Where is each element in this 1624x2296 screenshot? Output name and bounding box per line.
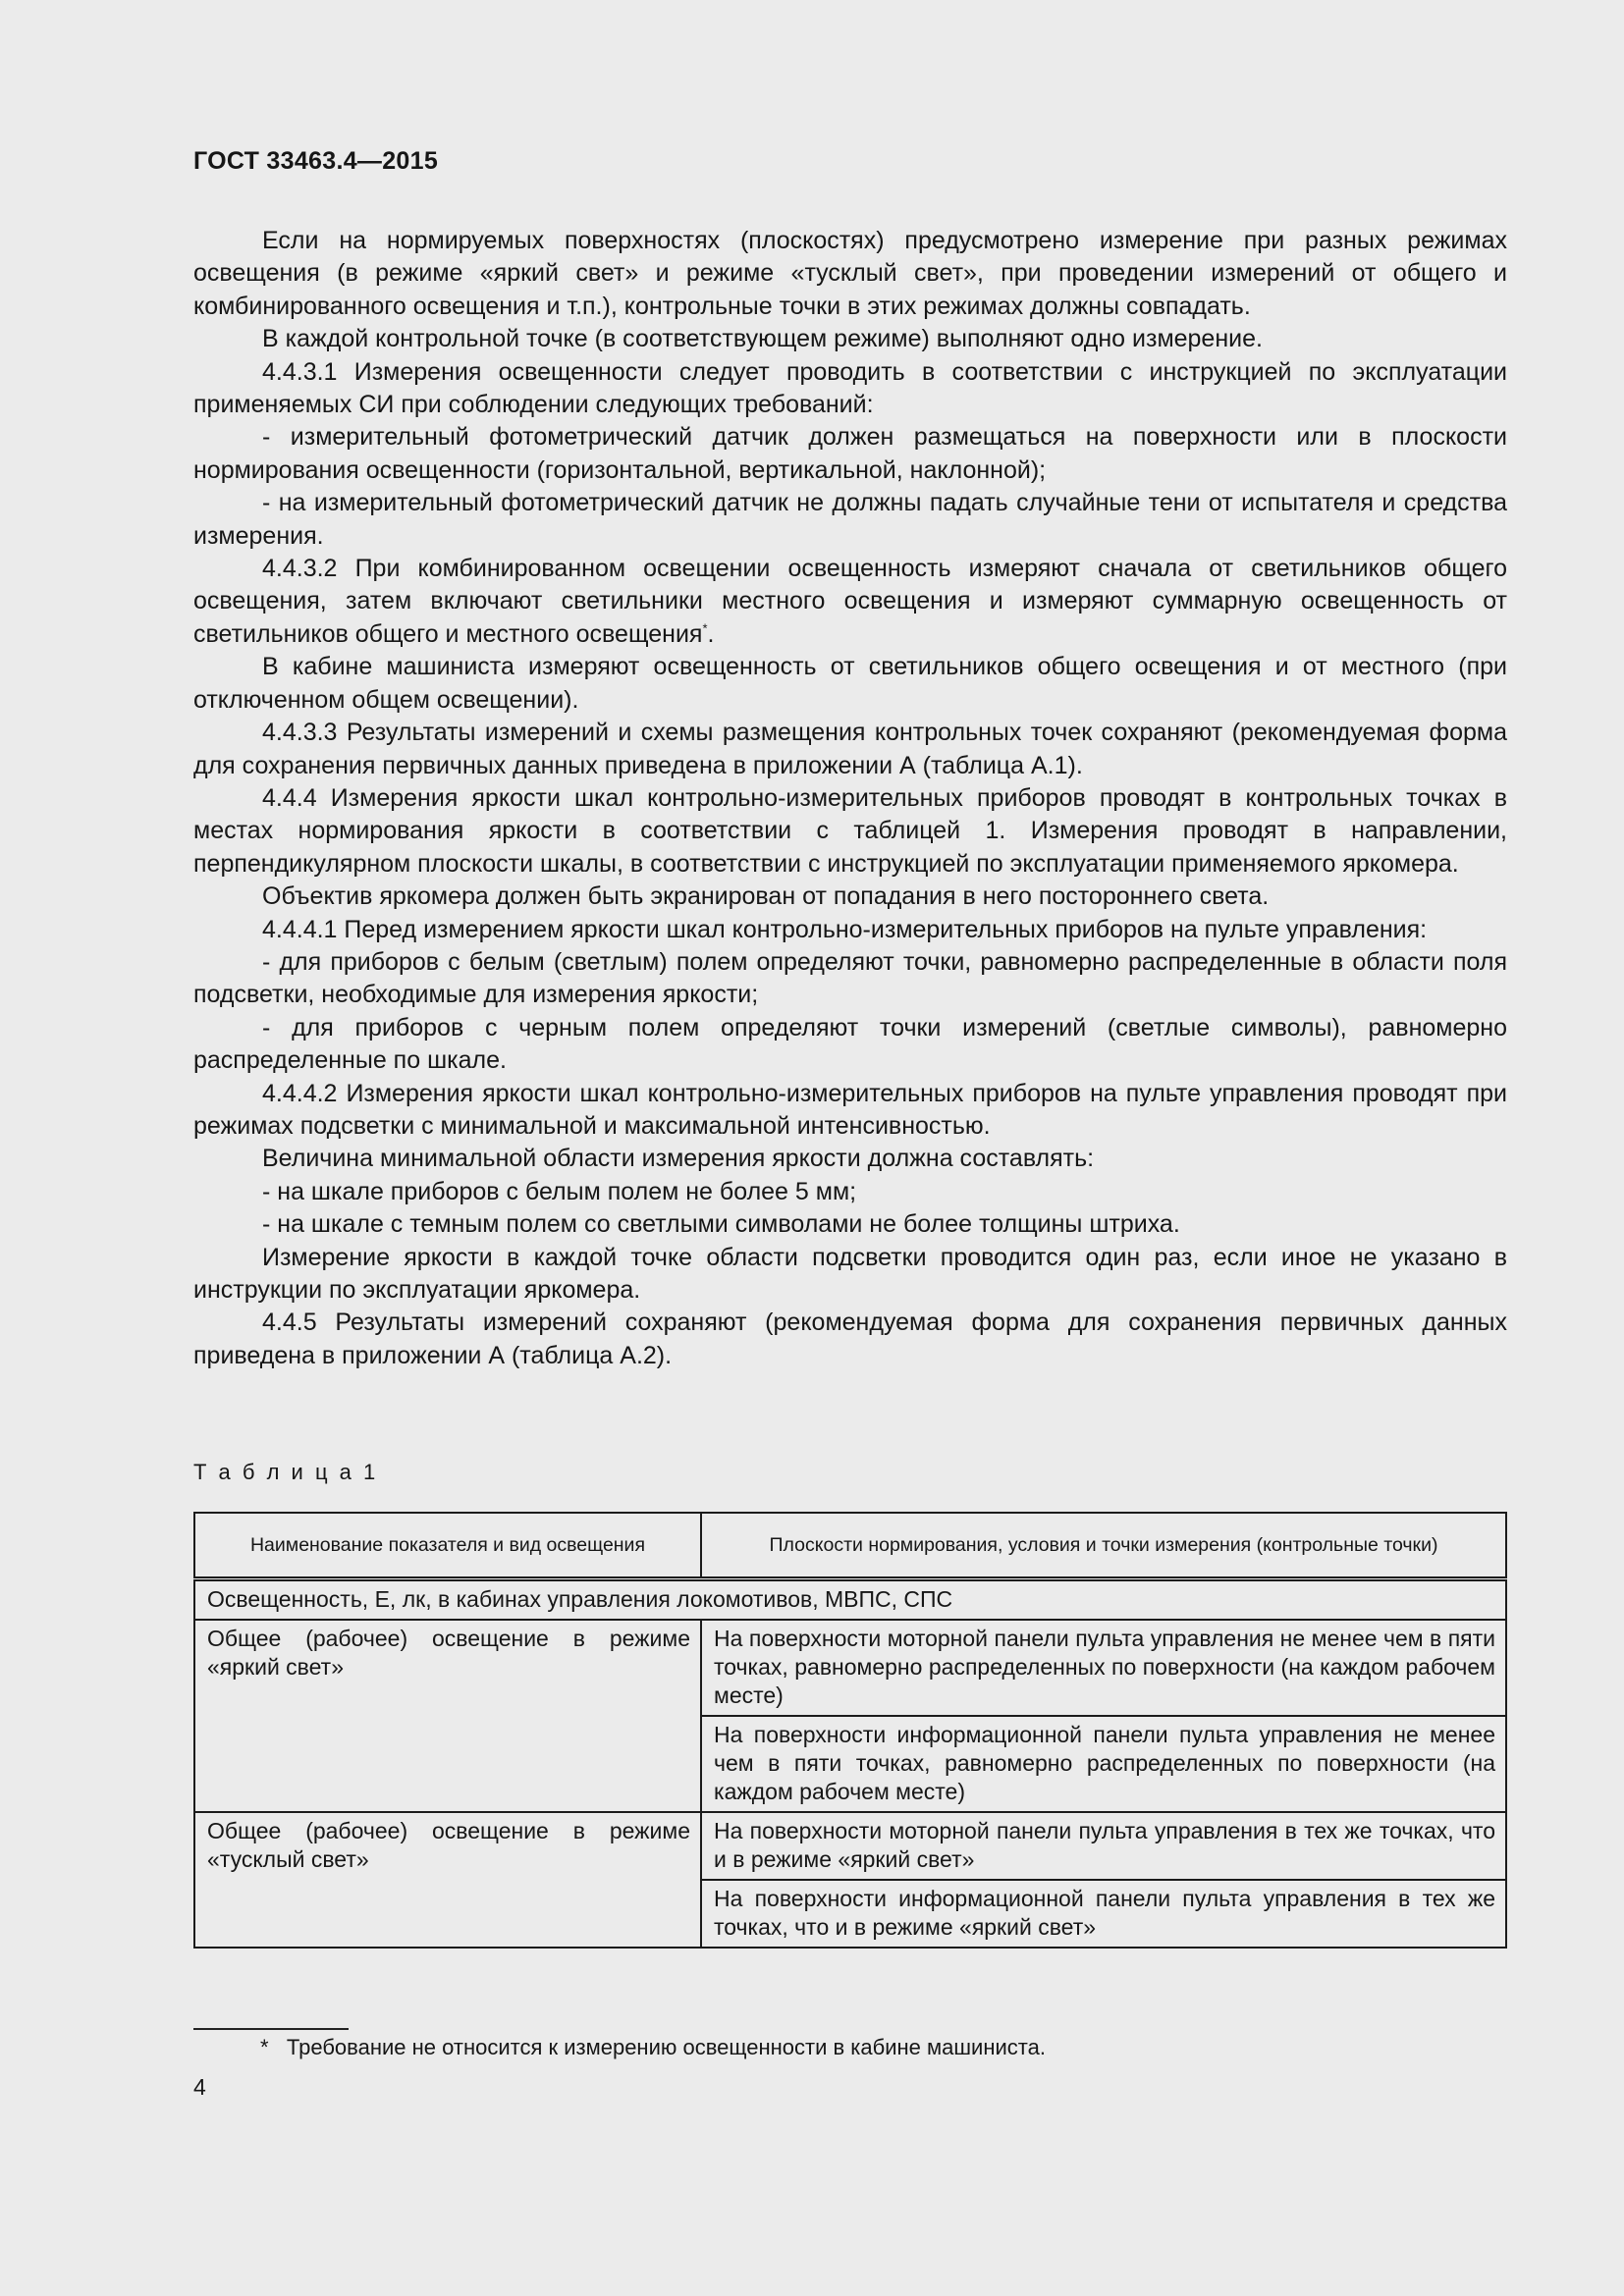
- paragraph: 4.4.3.1 Измерения освещенности следует проводить в соответствии с инструкцией по эксплуатации применяемых СИ при соблюдении следующих требований:: [193, 357, 1507, 419]
- table-header-cell: Наименование показателя и вид освещения: [194, 1513, 701, 1579]
- table-section-row: [194, 1579, 1506, 1621]
- paragraph: Объектив яркомера должен быть экранирован от попадания в него постороннего света.: [262, 882, 1270, 911]
- body-text: [193, 225, 1507, 1372]
- paragraph: - измерительный фотометрический датчик должен размещаться на поверхности или в плоскости нормирования освещенности (горизонтальной, вертикальной, наклонной);: [193, 423, 1507, 484]
- paragraph-text: 4.4.3.2 При комбинированном освещении освещенность измеряют сначала от светильников общего освещения, затем включают светильники местного освещения и измеряют суммарную освещенность от светильников общего и местного освещения: [193, 555, 1507, 648]
- paragraph: [193, 553, 1507, 651]
- paragraph-end: .: [707, 619, 715, 648]
- paragraph: - на шкале с темным полем со светлыми символами не более толщины штриха.: [262, 1210, 1180, 1239]
- paragraph: - на измерительный фотометрический датчик не должны падать случайные тени от испытателя и средства измерения.: [193, 489, 1507, 550]
- table-header-row: [194, 1513, 1506, 1579]
- paragraph: - для приборов с белым (светлым) полем определяют точки, равномерно распределенные в области поля подсветки, необходимые для измерения яркости;: [193, 947, 1507, 1009]
- paragraph: 4.4.3.3 Результаты измерений и схемы размещения контрольных точек сохраняют (рекомендуемая форма для сохранения первичных данных приведена в приложении А (таблица А.1).: [193, 719, 1507, 779]
- paragraph: Величина минимальной области измерения яркости должна составлять:: [262, 1145, 1095, 1173]
- paragraph: Если на нормируемых поверхностях (плоскостях) предусмотрено измерение при разных режимах освещения (в режиме «яркий свет» и режиме «тусклый свет», при проведении измерений от общего и комбинированного освещения и т.п.), контрольные точки в этих режимах должны совпадать.: [193, 227, 1507, 320]
- document-header: ГОСТ 33463.4—2015: [193, 147, 439, 175]
- table-cell-points: На поверхности информационной панели пульта управления не менее чем в пяти точках, равномерно распределенных по поверхности (на каждом рабочем месте): [701, 1716, 1506, 1812]
- paragraph: Измерение яркости в каждой точке области подсветки проводится один раз, если иное не указано в инструкции по эксплуатации яркомера.: [193, 1243, 1507, 1304]
- paragraph: - на шкале приборов с белым полем не более 5 мм;: [262, 1177, 857, 1205]
- table-row: [194, 1620, 1506, 1716]
- paragraph: 4.4.4.2 Измерения яркости шкал контрольно-измерительных приборов на пульте управления проводят при режимах подсветки с минимальной и максимальной интенсивностью.: [193, 1079, 1507, 1140]
- table-cell-points: На поверхности моторной панели пульта управления в тех же точках, что и в режиме «яркий свет»: [701, 1812, 1506, 1880]
- table-cell-name: Общее (рабочее) освещение в режиме «яркий свет»: [194, 1620, 701, 1812]
- footnote: [260, 2035, 1046, 2060]
- paragraph: - для приборов с черным полем определяют точки измерений (светлые символы), равномерно распределенные по шкале.: [193, 1013, 1507, 1075]
- footnote-reference[interactable]: *: [702, 620, 708, 636]
- footnote-divider: [193, 2028, 349, 2030]
- table-header-cell: Плоскости нормирования, условия и точки измерения (контрольные точки): [701, 1513, 1506, 1579]
- page-number: 4: [193, 2074, 206, 2100]
- table-row: [194, 1812, 1506, 1880]
- table-cell-points: На поверхности моторной панели пульта управления не менее чем в пяти точках, равномерно распределенных по поверхности (на каждом рабочем месте): [701, 1620, 1506, 1716]
- paragraph: В каждой контрольной точке (в соответствующем режиме) выполняют одно измерение.: [262, 325, 1263, 353]
- table-1: [193, 1512, 1507, 1949]
- footnote-text: Требование не относится к измерению освещенности в кабине машиниста.: [286, 2035, 1046, 2059]
- table-caption: Т а б л и ц а 1: [193, 1460, 379, 1484]
- table-section-cell: Освещенность, Е, лк, в кабинах управления локомотивов, МВПС, СПС: [194, 1579, 1506, 1621]
- paragraph: В кабине машиниста измеряют освещенность от светильников общего освещения и от местного (при отключенном общем освещении).: [193, 653, 1507, 714]
- footnote-mark: *: [260, 2035, 269, 2059]
- table-cell-name: Общее (рабочее) освещение в режиме «тусклый свет»: [194, 1812, 701, 1948]
- paragraph: 4.4.4.1 Перед измерением яркости шкал контрольно-измерительных приборов на пульте управления:: [262, 915, 1428, 943]
- paragraph: 4.4.5 Результаты измерений сохраняют (рекомендуемая форма для сохранения первичных данных приведена в приложении А (таблица А.2).: [193, 1308, 1507, 1369]
- paragraph: 4.4.4 Измерения яркости шкал контрольно-измерительных приборов проводят в контрольных точках в местах нормирования яркости в соответствии с таблицей 1. Измерения проводят в направлении, перпендикулярном плоскости шкалы, в соответствии с инструкцией по эксплуатации применяемого яркомера.: [193, 783, 1507, 878]
- table-cell-points: На поверхности информационной панели пульта управления в тех же точках, что и в режиме «яркий свет»: [701, 1880, 1506, 1948]
